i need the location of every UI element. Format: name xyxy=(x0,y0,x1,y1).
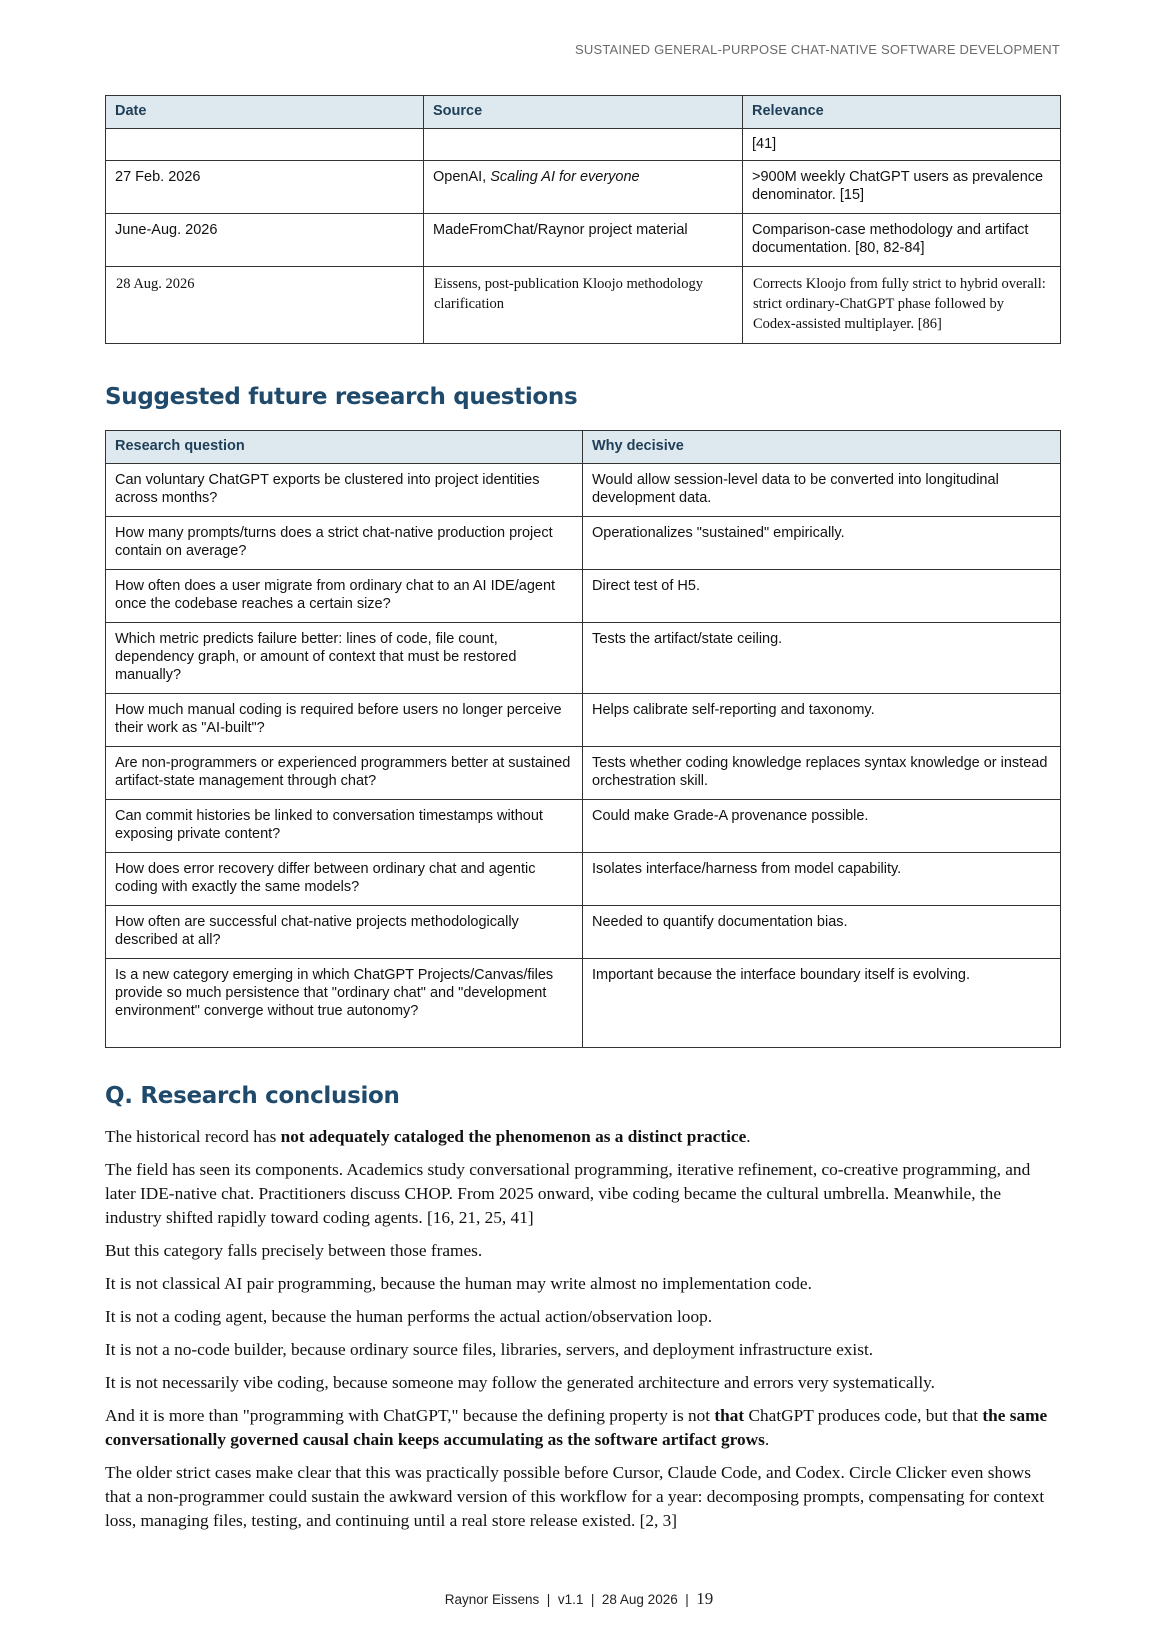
future-research-table xyxy=(105,430,1061,1048)
paragraph: But this category falls precisely between those frames. xyxy=(105,1241,483,1260)
relevance-cell: Corrects Kloojo from fully strict to hybrid overall: strict ordinary-ChatGPT phase followed by Codex-assisted multiplayer. [86] xyxy=(743,267,1061,344)
question-cell: Is a new category emerging in which ChatGPT Projects/Canvas/files provide so much persistence that "ordinary chat" and "development environment" converge without true autonomy? xyxy=(106,959,583,1048)
paragraph xyxy=(105,1125,1060,1149)
source-cell xyxy=(424,129,743,161)
why-cell: Would allow session-level data to be converted into longitudinal development data. xyxy=(583,464,1061,517)
footer-separator: | xyxy=(590,1592,595,1607)
footer-version: v1.1 xyxy=(557,1592,584,1607)
question-cell: Which metric predicts failure better: lines of code, file count, dependency graph, or amount of context that must be restored manually? xyxy=(106,623,583,694)
table-header-row xyxy=(106,96,1061,129)
why-cell: Tests the artifact/state ceiling. xyxy=(583,623,1061,694)
source-cell xyxy=(424,161,743,214)
date-cell xyxy=(106,129,424,161)
footer-author: Raynor Eissens xyxy=(444,1592,540,1607)
paragraph xyxy=(105,1404,1060,1452)
column-header-why-decisive: Why decisive xyxy=(583,431,1061,464)
table-header-row xyxy=(106,431,1061,464)
why-cell: Tests whether coding knowledge replaces syntax knowledge or instead orchestration skill. xyxy=(583,747,1061,800)
question-cell: How often are successful chat-native projects methodologically described at all? xyxy=(106,906,583,959)
why-cell: Isolates interface/harness from model capability. xyxy=(583,853,1061,906)
footer-separator: | xyxy=(685,1592,689,1607)
section-heading-research-conclusion: Q. Research conclusion xyxy=(105,1083,400,1109)
question-cell: How often does a user migrate from ordinary chat to an AI IDE/agent once the codebase reaches a certain size? xyxy=(106,570,583,623)
bold-text: not adequately cataloged the phenomenon as a distinct practice xyxy=(280,1127,747,1146)
table-row xyxy=(106,214,1061,267)
section-heading-future-research: Suggested future research questions xyxy=(105,384,578,410)
column-header-relevance: Relevance xyxy=(743,96,1061,129)
source-cell: MadeFromChat/Raynor project material xyxy=(424,214,743,267)
sources-table xyxy=(105,95,1061,344)
table-row xyxy=(106,161,1061,214)
table-row xyxy=(106,623,1061,694)
why-cell: Important because the interface boundary itself is evolving. xyxy=(583,959,1061,1048)
why-cell: Needed to quantify documentation bias. xyxy=(583,906,1061,959)
table-row xyxy=(106,747,1061,800)
table-row xyxy=(106,800,1061,853)
why-cell: Could make Grade-A provenance possible. xyxy=(583,800,1061,853)
table-row xyxy=(106,464,1061,517)
text-run: And it is more than "programming with ChatGPT," because the defining property is not xyxy=(105,1406,715,1425)
table-row xyxy=(106,853,1061,906)
column-header-research-question: Research question xyxy=(106,431,583,464)
paragraph: The older strict cases make clear that this was practically possible before Cursor, Claude Code, and Codex. Circle Clicker even shows that a non-programmer could sustain the awkward version of this workflow for a year: decomposing prompts, compensating for context loss, managing files, testing, and continuing until a real store release existed. [2, 3] xyxy=(105,1463,1045,1530)
footer-separator: | xyxy=(546,1592,551,1607)
conclusion-body xyxy=(105,1125,1060,1542)
date-cell: 28 Aug. 2026 xyxy=(106,267,424,344)
question-cell: How many prompts/turns does a strict chat-native production project contain on average? xyxy=(106,517,583,570)
source-cell: Eissens, post-publication Kloojo methodology clarification xyxy=(424,267,743,344)
paragraph: It is not a coding agent, because the human performs the actual action/observation loop. xyxy=(105,1307,713,1326)
why-cell: Operationalizes "sustained" empirically. xyxy=(583,517,1061,570)
question-cell: Can commit histories be linked to conversation timestamps without exposing private content? xyxy=(106,800,583,853)
paragraph: It is not necessarily vibe coding, because someone may follow the generated architecture and errors very systematically. xyxy=(105,1373,935,1392)
paragraph: The field has seen its components. Academics study conversational programming, iterative refinement, co-creative programming, and later IDE-native chat. Practitioners discuss CHOP. From 2025 onward, vibe coding became the cultural umbrella. Meanwhile, the industry shifted rapidly toward coding agents. [16, 21, 25, 41] xyxy=(105,1160,1031,1227)
text-run: . xyxy=(746,1127,751,1146)
footer-date: 28 Aug 2026 xyxy=(601,1592,678,1607)
why-cell: Helps calibrate self-reporting and taxonomy. xyxy=(583,694,1061,747)
relevance-cell: >900M weekly ChatGPT users as prevalence denominator. [15] xyxy=(743,161,1061,214)
table-row xyxy=(106,959,1061,1048)
page-footer xyxy=(0,1589,1158,1609)
question-cell: Are non-programmers or experienced programmers better at sustained artifact-state management through chat? xyxy=(106,747,583,800)
question-cell: How does error recovery differ between ordinary chat and agentic coding with exactly the same models? xyxy=(106,853,583,906)
table-row xyxy=(106,517,1061,570)
bold-text: that xyxy=(714,1406,745,1425)
page-number: 19 xyxy=(696,1589,714,1608)
table-row xyxy=(106,129,1061,161)
text-run: ChatGPT produces code, but that xyxy=(744,1406,983,1425)
running-head: SUSTAINED GENERAL-PURPOSE CHAT-NATIVE SOFTWARE DEVELOPMENT xyxy=(575,42,1060,57)
paragraph: It is not a no-code builder, because ordinary source files, libraries, servers, and deployment infrastructure exist. xyxy=(105,1340,874,1359)
relevance-cell: [41] xyxy=(743,129,1061,161)
table-row xyxy=(106,570,1061,623)
text-run: . xyxy=(764,1430,770,1449)
table-row xyxy=(106,267,1061,344)
relevance-cell: Comparison-case methodology and artifact documentation. [80, 82-84] xyxy=(743,214,1061,267)
column-header-source: Source xyxy=(424,96,743,129)
text-run: The historical record has xyxy=(105,1127,281,1146)
bold-text: the same conversationally governed causal chain keeps accumulating as the software artifact grows xyxy=(105,1406,1048,1449)
column-header-date: Date xyxy=(106,96,424,129)
question-cell: How much manual coding is required before users no longer perceive their work as "AI-built"? xyxy=(106,694,583,747)
question-cell: Can voluntary ChatGPT exports be clustered into project identities across months? xyxy=(106,464,583,517)
date-cell: June-Aug. 2026 xyxy=(106,214,424,267)
table-row xyxy=(106,694,1061,747)
table-row xyxy=(106,906,1061,959)
paragraph: It is not classical AI pair programming, because the human may write almost no implementation code. xyxy=(105,1274,812,1293)
why-cell: Direct test of H5. xyxy=(583,570,1061,623)
date-cell: 27 Feb. 2026 xyxy=(106,161,424,214)
source-title: Scaling AI for everyone xyxy=(490,169,640,185)
source-publisher: OpenAI, xyxy=(433,169,491,185)
